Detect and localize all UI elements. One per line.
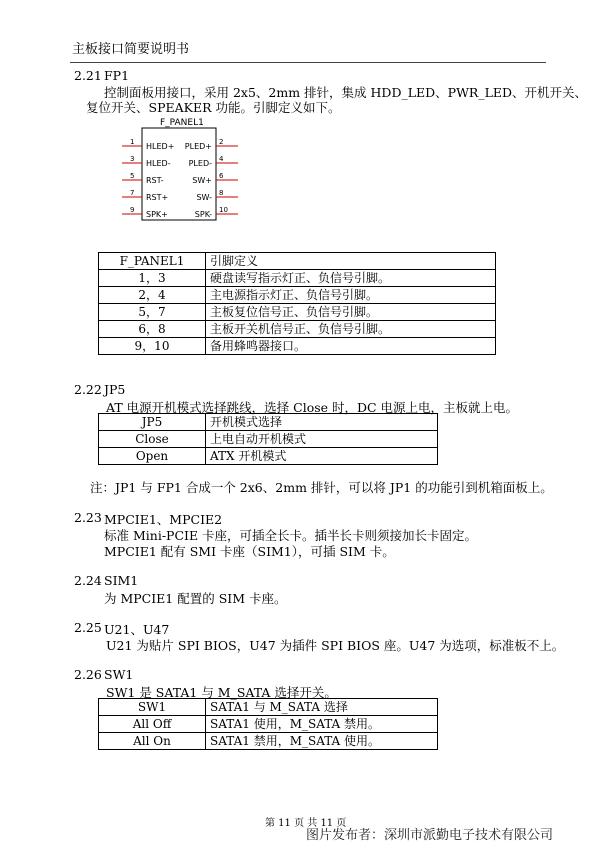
table-row <box>99 287 496 304</box>
table-row <box>99 716 438 733</box>
fp1-pin-table <box>98 252 496 355</box>
table-cell: 引脚定义 <box>206 253 496 270</box>
header-divider <box>70 62 546 63</box>
pin-label: SPK- <box>194 210 212 219</box>
table-cell: Open <box>99 448 206 465</box>
pin-label: SW+ <box>192 176 212 185</box>
table-row <box>99 699 438 716</box>
pin-label: RST- <box>146 176 164 185</box>
jp5-table <box>98 413 438 465</box>
table-cell: SATA1 禁用，M_SATA 使用。 <box>206 733 438 750</box>
table-cell: 2，4 <box>99 287 206 304</box>
table-cell: 主板复位信号正、负信号引脚。 <box>206 304 496 321</box>
diagram-title: F_PANEL1 <box>160 118 204 128</box>
table-cell: JP5 <box>99 414 206 431</box>
section-title: MPCIE1、MPCIE2 <box>104 512 223 527</box>
section-title: SIM1 <box>104 573 139 588</box>
section-number: 2.26 <box>74 667 102 682</box>
table-cell: Close <box>99 431 206 448</box>
pin-number: 5 <box>130 172 135 180</box>
table-cell: 主电源指示灯正、负信号引脚。 <box>206 287 496 304</box>
section-number: 2.24 <box>74 573 102 588</box>
table-cell: 6，8 <box>99 321 206 338</box>
pin-number: 1 <box>130 138 135 146</box>
table-cell: SW1 <box>99 699 206 716</box>
table-cell: All Off <box>99 716 206 733</box>
table-cell: ATX 开机模式 <box>206 448 438 465</box>
pin-number: 2 <box>219 138 224 146</box>
table-cell: F_PANEL1 <box>99 253 206 270</box>
section-number: 2.22 <box>74 382 102 397</box>
table-row <box>99 304 496 321</box>
table-cell: SATA1 与 M_SATA 选择 <box>206 699 438 716</box>
pin-number: 10 <box>219 206 228 214</box>
table-cell: 备用蜂鸣器接口。 <box>206 338 496 355</box>
pin-label: PLED- <box>188 159 212 168</box>
document-header-title: 主板接口简要说明书 <box>72 42 190 57</box>
table-row <box>99 321 496 338</box>
table-cell: 1，3 <box>99 270 206 287</box>
section-title: JP5 <box>104 382 126 397</box>
pin-number: 7 <box>130 189 135 197</box>
paragraph: 标准 Mini-PCIE 卡座，可插全长卡。插半长卡则须接加长卡固定。 <box>104 528 478 543</box>
pin-label: RST+ <box>146 193 169 202</box>
section-title: SW1 <box>104 667 134 682</box>
paragraph: 为 MPCIE1 配置的 SIM 卡座。 <box>104 591 287 606</box>
section-number: 2.25 <box>74 620 102 635</box>
table-cell: 9，10 <box>99 338 206 355</box>
paragraph: 复位开关、SPEAKER 功能。引脚定义如下。 <box>86 100 341 115</box>
table-cell: 开机模式选择 <box>206 414 438 431</box>
table-row <box>99 431 438 448</box>
paragraph: 控制面板用接口，采用 2x5、2mm 排针，集成 HDD_LED、PWR_LED、开机开关、 <box>104 85 588 100</box>
table-row <box>99 414 438 431</box>
paragraph: AT 电源开机模式选择跳线，选择 Close 时，DC 电源上电，主板就上电。 <box>106 400 519 415</box>
table-row <box>99 733 438 750</box>
table-cell: 硬盘读写指示灯正、负信号引脚。 <box>206 270 496 287</box>
sw1-table <box>98 698 438 750</box>
paragraph: SW1 是 SATA1 与 M_SATA 选择开关。 <box>106 685 337 700</box>
pin-number: 3 <box>130 155 135 163</box>
pin-number: 4 <box>219 155 224 163</box>
table-cell: All On <box>99 733 206 750</box>
pin-number: 6 <box>219 172 224 180</box>
pin-label: PLED+ <box>184 142 212 151</box>
section-title: U21、U47 <box>104 622 170 637</box>
section-title: FP1 <box>104 68 130 83</box>
pin-label: SPK+ <box>146 210 168 219</box>
table-cell: 主板开关机信号正、负信号引脚。 <box>206 321 496 338</box>
pin-label: HLED+ <box>146 142 175 151</box>
pin-label: HLED- <box>146 159 171 168</box>
table-cell: 上电自动开机模式 <box>206 431 438 448</box>
table-row <box>99 448 438 465</box>
table-cell: 5，7 <box>99 304 206 321</box>
page-number: 第 11 页 共 11 页 <box>265 818 347 829</box>
section-number: 2.21 <box>74 68 102 83</box>
section-number: 2.23 <box>74 510 102 525</box>
table-row <box>99 338 496 355</box>
pin-number: 8 <box>219 189 224 197</box>
table-row <box>99 253 496 270</box>
table-row <box>99 270 496 287</box>
table-cell: SATA1 使用，M_SATA 禁用。 <box>206 716 438 733</box>
paragraph: MPCIE1 配有 SMI 卡座（SIM1），可插 SIM 卡。 <box>104 544 395 559</box>
f-panel1-pin-diagram <box>120 114 250 226</box>
paragraph: U21 为贴片 SPI BIOS，U47 为插件 SPI BIOS 座。U47 为选项，标准板不上。 <box>106 638 565 653</box>
note: 注：JP1 与 FP1 合成一个 2x6、2mm 排针，可以将 JP1 的功能引到机箱面板上。 <box>90 480 553 495</box>
pin-label: SW- <box>196 193 212 202</box>
publisher-watermark: 图片发布者：深圳市派勤电子技术有限公司 <box>306 828 554 843</box>
pin-number: 9 <box>130 206 135 214</box>
